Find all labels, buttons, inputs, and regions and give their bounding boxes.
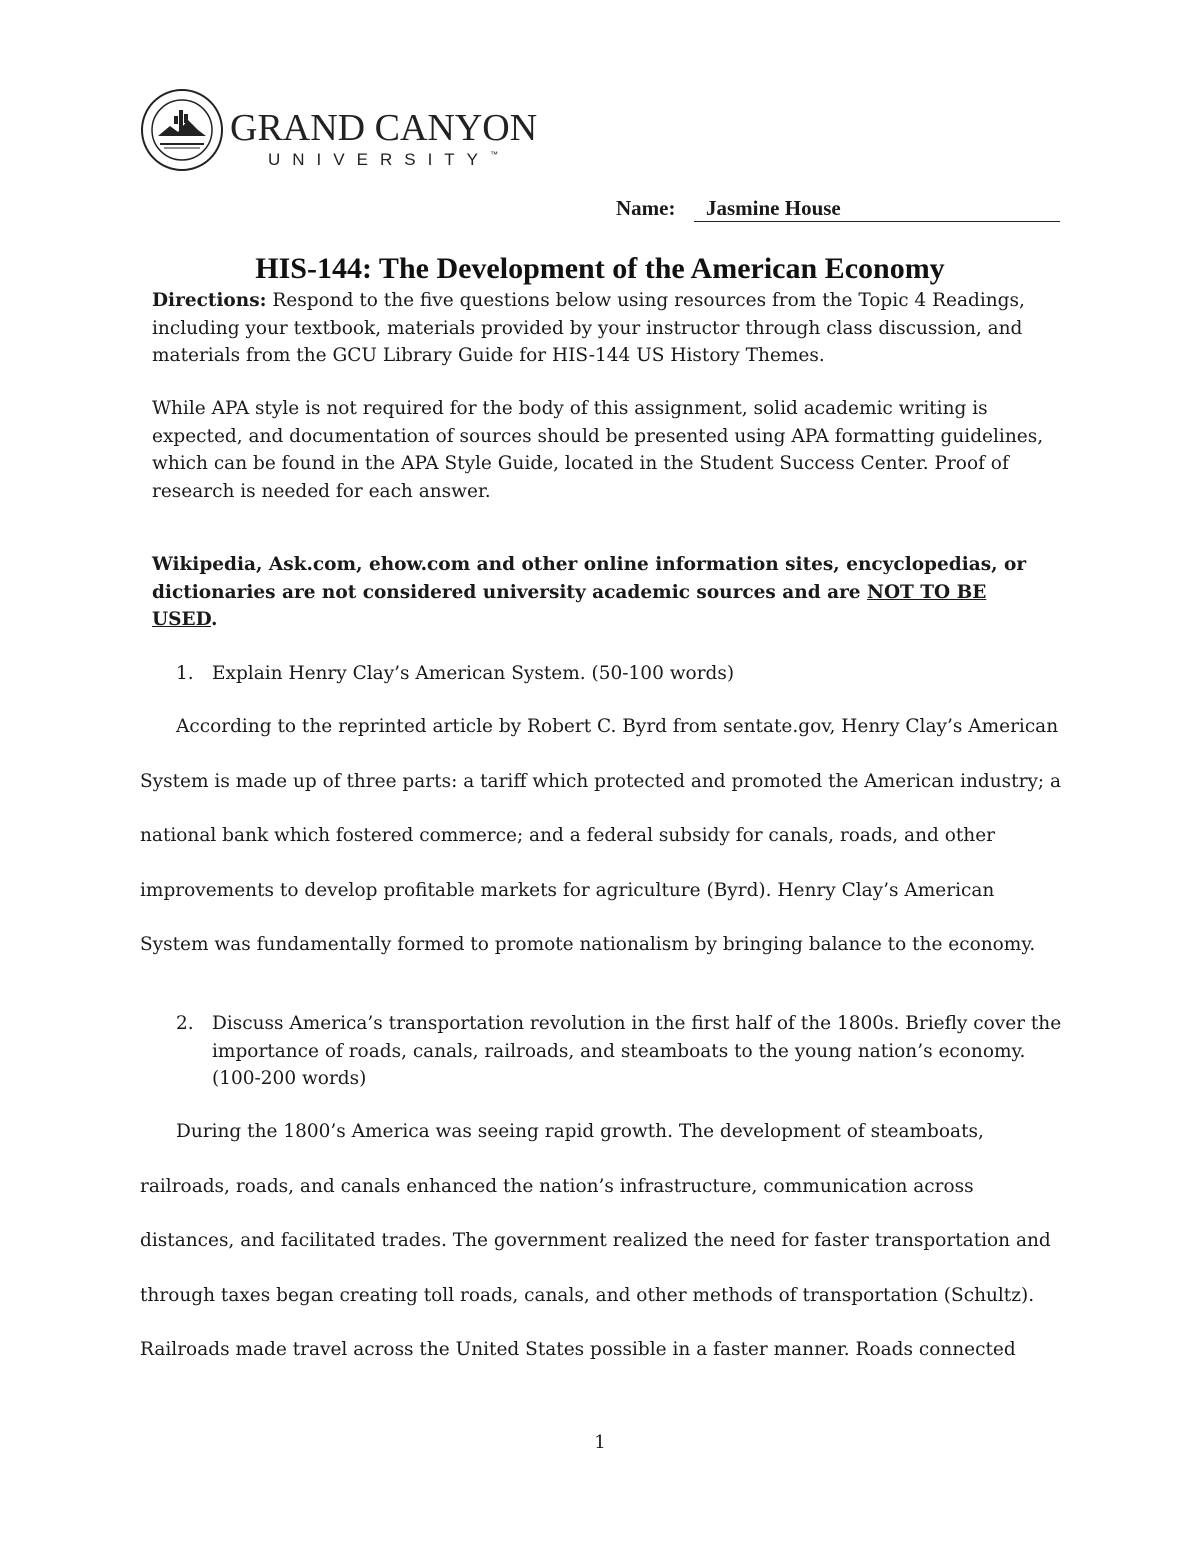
sources-warning — [152, 551, 1052, 634]
logo-wordmark-line1: GRAND CANYON — [230, 107, 538, 149]
directions-text: Respond to the five questions below using resources from the Topic 4 Readings, including your textbook, materials provided by your instructor through class discussion, and materials from the GCU Library Guide for HIS-144 US History Themes. — [152, 290, 1025, 366]
name-row — [616, 196, 1062, 226]
question-number: 2. — [176, 1013, 194, 1034]
logo-wordmark-line2: UNIVERSITY — [268, 150, 491, 169]
question-text: Discuss America’s transportation revolution in the first half of the 1800s. Briefly cover the importance of roads, canals, railroads, and steamboats to the young nation’s economy. (100-200 words) — [212, 1013, 1062, 1089]
question-text: Explain Henry Clay’s American System. (50-100 words) — [212, 663, 735, 684]
logo-subtitle — [268, 150, 498, 170]
university-seal-icon — [140, 88, 224, 172]
name-field[interactable]: Jasmine House — [694, 196, 1060, 222]
logo-wordmark — [230, 106, 537, 150]
warning-emphasis: NOT TO BE USED — [152, 581, 987, 630]
document-title: HIS-144: The Development of the American Economy — [255, 252, 945, 285]
answer-text: During the 1800’s America was seeing rapid growth. The development of steamboats, railroads, roads, and canals enhanced the nation’s infrastructure, communication across distances, and facilitated trades. The government realized the need for faster transportation and through taxes began creating toll roads, canals, and other methods of transportation (Schultz). Railroads made travel across the United States possible in a faster manner. Roads connected — [140, 1121, 1051, 1360]
warning-end: . — [210, 609, 218, 630]
page-number: 1 — [594, 1432, 606, 1453]
answer-text: According to the reprinted article by Robert C. Byrd from sentate.gov, Henry Clay’s American System is made up of three parts: a tariff which protected and promoted the American industry; a national bank which fostered commerce; and a federal subsidy for canals, roads, and other improvements to develop profitable markets for agriculture (Byrd). Henry Clay’s American System was fundamentally formed to promote nationalism by bringing balance to the economy. — [140, 716, 1062, 955]
apa-paragraph: While APA style is not required for the body of this assignment, solid academic writing is expected, and documentation of sources should be presented using APA formatting guidelines, which can be found in the APA Style Guide, located in the Student Success Center. Proof of research is needed for each answer. — [152, 398, 1044, 502]
name-label: Name: — [616, 196, 676, 220]
warning-text: Wikipedia, Ask.com, ehow.com and other online information sites, encyclopedias, or dictionaries are not considered university academic sources and are — [152, 554, 1027, 603]
directions-label: Directions: — [152, 290, 267, 311]
question-number: 1. — [176, 663, 194, 684]
university-logo — [140, 88, 538, 172]
trademark-symbol: ™ — [490, 150, 499, 159]
directions-paragraph — [152, 287, 1052, 370]
